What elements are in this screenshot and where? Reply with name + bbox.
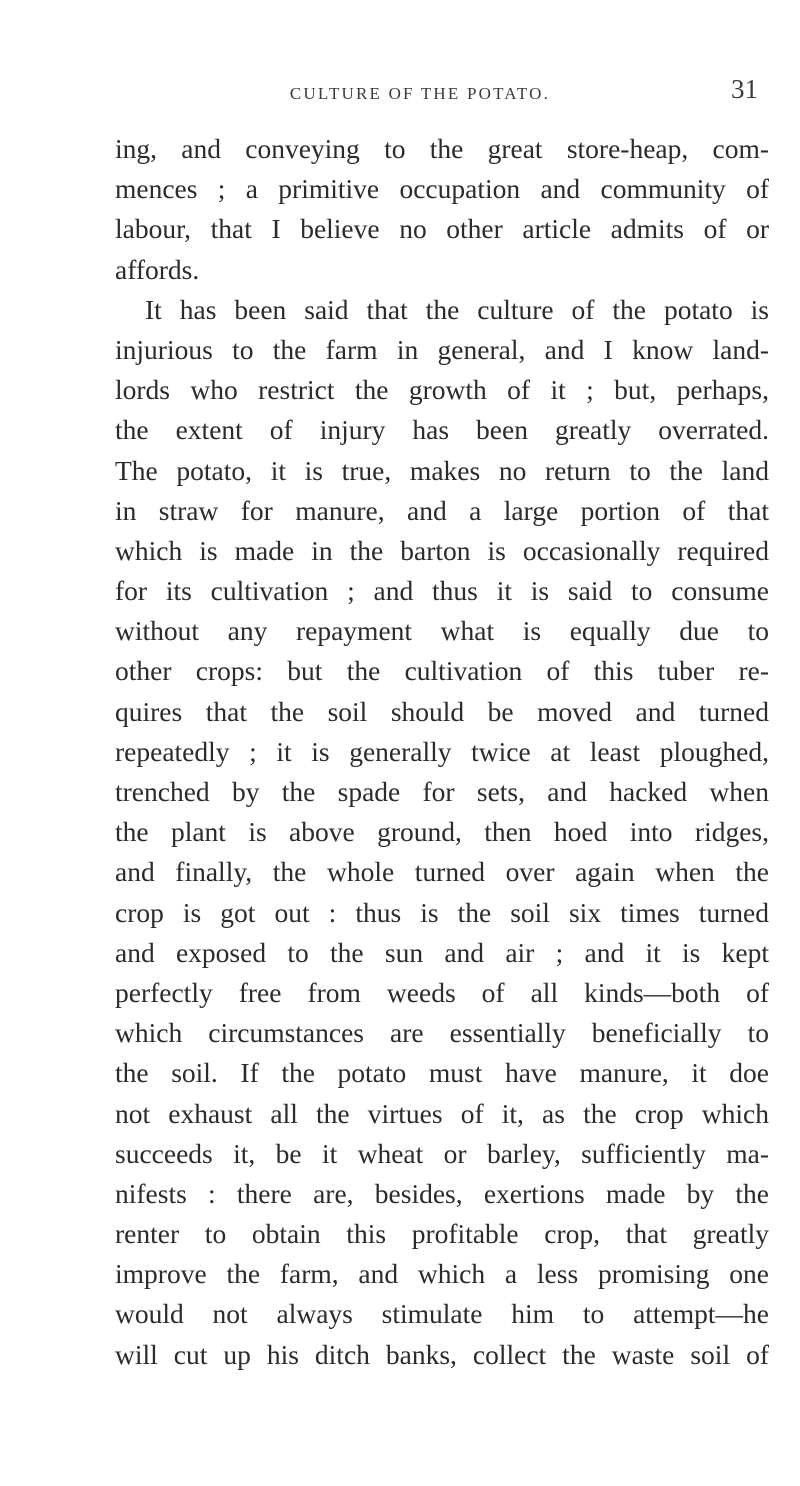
text-line: the plant is above ground, then hoed into ridges, (115, 816, 769, 848)
page-number: 31 (731, 74, 758, 104)
text-line: repeatedly ; it is generally twice at least ploughed, (115, 735, 769, 767)
body-text (115, 129, 769, 1375)
text-line: which circumstances are essentially beneficially to (115, 1017, 769, 1049)
text-line: nifests : there are, besides, exertions made by the (115, 1177, 769, 1209)
text-line: renter to obtain this profitable crop, that greatly (115, 1218, 769, 1250)
text-line: affords. (115, 253, 200, 285)
text-line: other crops: but the cultivation of this tuber re- (115, 655, 769, 687)
text-line: without any repayment what is equally due to (115, 615, 769, 647)
text-line: succeeds it, be it wheat or barley, sufficiently ma- (115, 1137, 769, 1169)
text-line: mences ; a primitive occupation and community of (115, 173, 769, 205)
text-line: the soil. If the potato must have manure, it doe (115, 1057, 769, 1089)
text-line: trenched by the spade for sets, and hacked when (115, 776, 769, 807)
text-line: labour, that I believe no other article admits of or (115, 213, 769, 245)
running-head: CULTURE OF THE POTATO. (289, 84, 551, 103)
text-line: ing, and conveying to the great store-heap, com- (115, 133, 769, 164)
text-line: It has been said that the culture of the potato is (145, 293, 769, 325)
text-line: would not always stimulate him to attempt—he (115, 1298, 769, 1330)
text-line: crop is got out : thus is the soil six times turned (115, 896, 769, 928)
text-line: and exposed to the sun and air ; and it is kept (115, 936, 769, 968)
text-line: injurious to the farm in general, and I know land- (115, 333, 769, 365)
text-line: not exhaust all the virtues of it, as the crop which (115, 1097, 769, 1129)
text-line: will cut up his ditch banks, collect the waste soil of (115, 1338, 769, 1370)
text-line: improve the farm, and which a less promising one (115, 1258, 769, 1290)
text-line: which is made in the barton is occasionally required (115, 534, 769, 566)
text-line: quires that the soil should be moved and turned (115, 695, 769, 727)
text-line: perfectly free from weeds of all kinds—both of (115, 976, 769, 1008)
text-line: in straw for manure, and a large portion of that (115, 494, 769, 526)
text-line: lords who restrict the growth of it ; but, perhaps, (115, 374, 769, 406)
text-line: The potato, it is true, makes no return to the land (115, 454, 769, 486)
text-line: for its cultivation ; and thus it is said to consume (115, 575, 769, 607)
text-line: the extent of injury has been greatly overrated. (115, 414, 769, 446)
text-line: and finally, the whole turned over again when the (115, 856, 769, 888)
